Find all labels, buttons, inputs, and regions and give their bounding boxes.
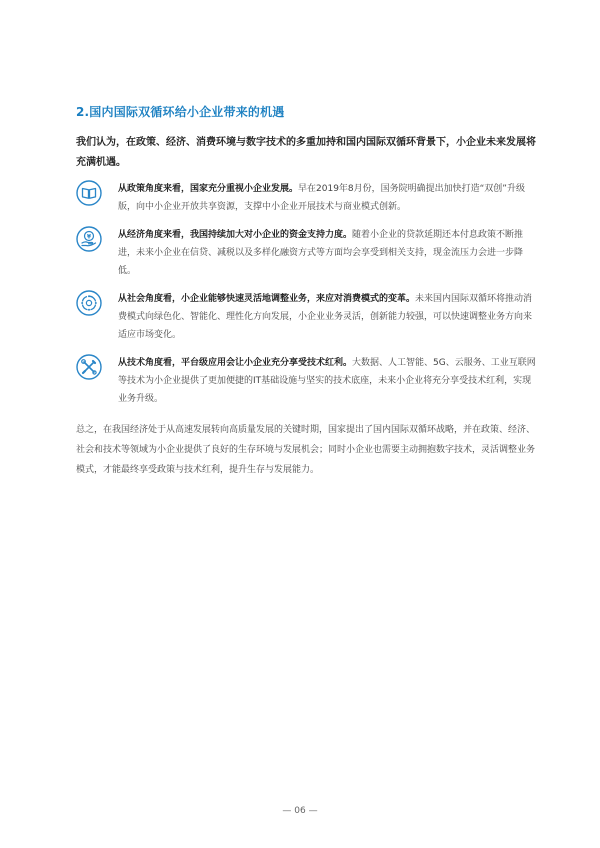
tools-icon — [76, 354, 102, 380]
society-item-lead: 从社会角度看，小企业能够快速灵活地调整业务，来应对消费模式的变革。 — [118, 294, 416, 304]
section-title: 2.国内国际双循环给小企业带来的机遇 — [76, 105, 285, 119]
society-item-text — [118, 290, 538, 344]
yuan-coin-hand-icon — [76, 226, 102, 252]
page-number: — 06 — — [282, 806, 318, 816]
economy-item-text — [118, 226, 538, 280]
cycle-arrows-icon — [76, 290, 102, 316]
technology-item-lead: 从技术角度看，平台级应用会让小企业充分享受技术红利。 — [118, 358, 353, 368]
policy-item-body: 早在2019年8月份，国务院明确提出加快打造“双创”升级版，向中小企业开放共享资源，支撑中小企业开展技术与商业模式创新。 — [118, 184, 525, 212]
policy-item-text — [118, 180, 538, 216]
economy-item-lead: 从经济角度来看，我国持续加大对小企业的资金支持力度。 — [118, 230, 353, 240]
technology-item-text — [118, 354, 538, 408]
conclusion-paragraph: 总之，在我国经济处于从高速发展转向高质量发展的关键时期，国家提出了国内国际双循环战略，并在政策、经济、社会和技术等领域为小企业提供了良好的生存环境与发展机会；同时小企业也需要主动拥抱数字技术，灵活调整业务模式，才能最终享受政策与技术红利，提升生存与发展能力。 — [76, 425, 536, 475]
policy-item-lead: 从政策角度来看，国家充分重视小企业发展。 — [118, 184, 299, 194]
technology-item-body: 大数据、人工智能、5G、云服务、工业互联网等技术为小企业提供了更加便捷的IT基础设施与坚实的技术底座，未来小企业将充分享受技术红利，实现业务升级。 — [118, 358, 536, 404]
society-item-body: 未来国内国际双循环将推动消费模式向绿色化、智能化、理性化方向发展，小企业业务灵活，创新能力较强，可以快速调整业务方向来适应市场变化。 — [118, 294, 533, 340]
book-icon — [76, 180, 102, 206]
section-intro: 我们认为，在政策、经济、消费环境与数字技术的多重加持和国内国际双循环背景下，小企业未来发展将充满机遇。 — [76, 137, 536, 168]
economy-item-body: 随着小企业的贷款延期还本付息政策不断推进，未来小企业在信贷、减税以及多样化融资方式等方面均会享受到相关支持，现金流压力会进一步降低。 — [118, 230, 524, 276]
svg-text:¥: ¥ — [86, 233, 92, 241]
